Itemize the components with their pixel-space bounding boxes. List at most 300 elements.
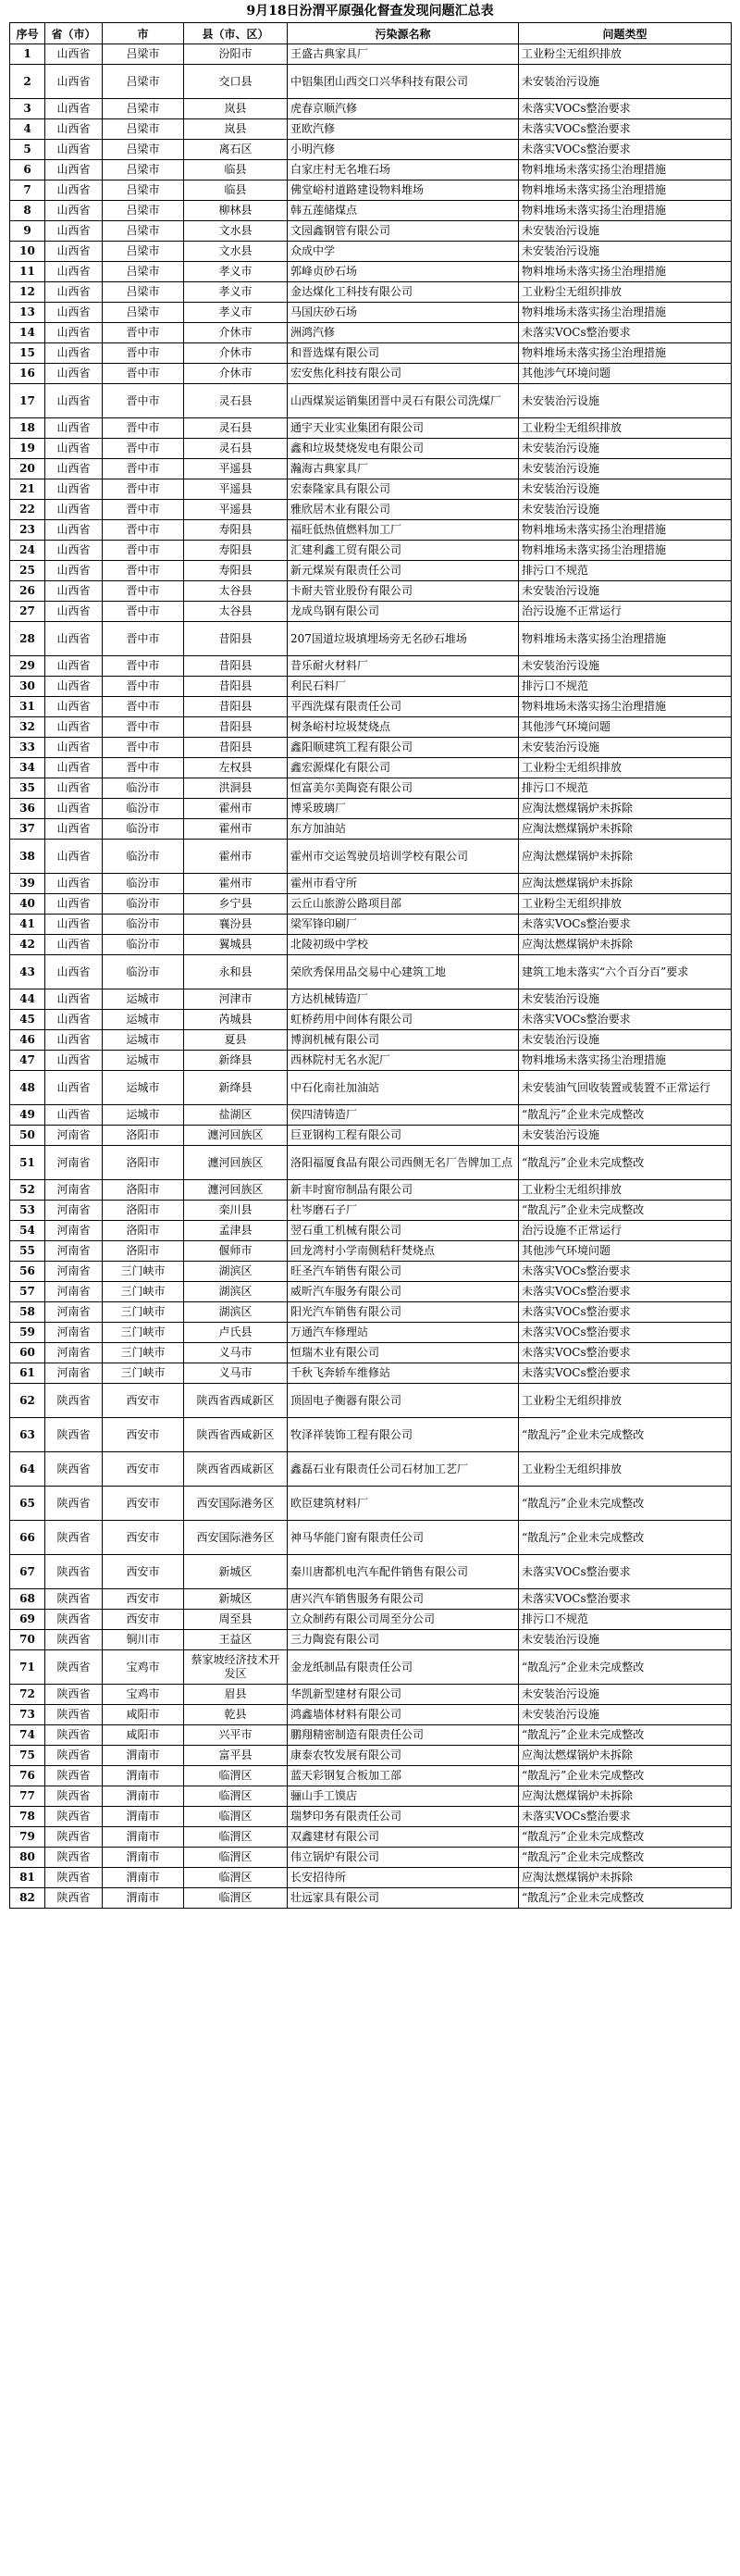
cell-issue-type <box>519 1888 732 1909</box>
cell-seq-text: 68 <box>19 1592 35 1605</box>
cell-county-text: 偃师市 <box>218 1244 253 1257</box>
cell-county <box>184 541 288 561</box>
cell-county-text: 霍州市 <box>218 877 253 890</box>
cell-province <box>45 303 103 323</box>
cell-seq <box>10 717 45 738</box>
cell-seq-text: 55 <box>19 1244 35 1257</box>
cell-seq-text: 7 <box>23 183 31 196</box>
cell-source-name-text: 王盛古典家具厂 <box>290 47 369 60</box>
cell-source-name <box>288 1051 519 1071</box>
cell-city-text: 晋中市 <box>126 346 160 359</box>
cell-city-text: 渭南市 <box>126 1871 160 1884</box>
cell-seq-text: 42 <box>19 938 35 951</box>
cell-county-text: 临渭区 <box>218 1769 253 1782</box>
cell-city <box>103 282 184 303</box>
cell-issue-type-text: “散乱污”企业未完成整改 <box>522 1891 645 1904</box>
cell-source-name-text: 瑞梦印务有限责任公司 <box>290 1810 402 1823</box>
cell-city <box>103 160 184 180</box>
cell-city-text: 吕梁市 <box>126 305 160 318</box>
cell-city <box>103 581 184 602</box>
cell-issue-type-text: “散乱污”企业未完成整改 <box>522 1769 645 1782</box>
cell-province <box>45 1146 103 1180</box>
cell-city <box>103 1786 184 1807</box>
cell-issue-type <box>519 778 732 799</box>
cell-source-name <box>288 697 519 717</box>
table-row <box>10 1786 732 1807</box>
cell-city <box>103 1030 184 1051</box>
cell-province <box>45 738 103 758</box>
table-row <box>10 1180 732 1201</box>
cell-source-name-text: 小明汽修 <box>290 143 336 156</box>
table-row <box>10 1766 732 1786</box>
cell-seq-text: 27 <box>19 604 35 617</box>
cell-source-name <box>288 520 519 541</box>
cell-source-name-text: 旺圣汽车销售有限公司 <box>290 1264 402 1277</box>
cell-source-name-text: 昔乐耐火材料厂 <box>290 659 369 672</box>
cell-seq-text: 21 <box>19 482 35 495</box>
cell-province <box>45 1262 103 1282</box>
cell-province-text: 河南省 <box>56 1366 91 1379</box>
cell-city-text: 吕梁市 <box>126 244 160 257</box>
cell-province <box>45 1302 103 1323</box>
cell-city <box>103 262 184 282</box>
cell-source-name-text: 洛阳福厦食品有限公司西侧无名厂告牌加工点 <box>290 1155 513 1169</box>
table-row <box>10 221 732 242</box>
cell-county <box>184 459 288 479</box>
cell-province <box>45 119 103 140</box>
cell-province <box>45 1685 103 1705</box>
cell-county-text: 寿阳县 <box>218 523 253 536</box>
table-row <box>10 1302 732 1323</box>
cell-county-text: 临县 <box>224 183 247 196</box>
cell-province-text: 山西省 <box>56 393 91 407</box>
cell-county-text: 襄汾县 <box>218 917 253 930</box>
cell-county <box>184 439 288 459</box>
cell-seq-text: 33 <box>19 740 35 753</box>
cell-city <box>103 1010 184 1030</box>
table-row <box>10 1705 732 1725</box>
header-county: 县（市、区） <box>184 23 288 44</box>
cell-source-name-text: 秦川唐都机电汽车配件销售有限公司 <box>290 1564 469 1578</box>
cell-source-name-text: 金龙纸制品有限责任公司 <box>290 1660 413 1674</box>
cell-issue-type <box>519 262 732 282</box>
cell-province <box>45 915 103 935</box>
cell-province-text: 陕西省 <box>56 1633 91 1646</box>
cell-city <box>103 1282 184 1302</box>
table-row <box>10 1685 732 1705</box>
cell-county <box>184 343 288 364</box>
cell-county-text: 霍州市 <box>218 849 253 863</box>
table-row <box>10 1221 732 1241</box>
table-row <box>10 622 732 656</box>
cell-county <box>184 1610 288 1630</box>
table-row <box>10 677 732 697</box>
cell-source-name <box>288 1555 519 1589</box>
cell-province-text: 河南省 <box>56 1183 91 1196</box>
cell-province-text: 河南省 <box>56 1128 91 1141</box>
cell-county-text: 瀍河回族区 <box>207 1128 264 1141</box>
cell-city-text: 晋中市 <box>126 503 160 516</box>
cell-county <box>184 180 288 201</box>
cell-county-text: 离石区 <box>218 143 253 156</box>
cell-city <box>103 1521 184 1555</box>
cell-county-text: 王益区 <box>218 1633 253 1646</box>
cell-county-text: 陕西省西咸新区 <box>196 1393 275 1407</box>
cell-seq-text: 53 <box>19 1203 35 1216</box>
cell-city-text: 晋中市 <box>126 700 160 713</box>
cell-province <box>45 1827 103 1848</box>
cell-issue-type-text: 物料堆场未落实扬尘治理措施 <box>522 305 667 318</box>
cell-city-text: 咸阳市 <box>126 1728 160 1741</box>
cell-county <box>184 778 288 799</box>
cell-issue-type <box>519 1241 732 1262</box>
cell-source-name-text: 威昕汽车服务有限公司 <box>290 1285 402 1298</box>
table-row <box>10 201 732 221</box>
table-row <box>10 65 732 99</box>
cell-county <box>184 1555 288 1589</box>
cell-county-text: 岚县 <box>224 122 247 135</box>
cell-seq-text: 66 <box>19 1530 35 1544</box>
cell-seq <box>10 1241 45 1262</box>
table-row <box>10 1555 732 1589</box>
cell-province-text: 河南省 <box>56 1346 91 1359</box>
cell-province <box>45 561 103 581</box>
cell-province-text: 陕西省 <box>56 1612 91 1625</box>
cell-city-text: 三门峡市 <box>120 1346 166 1359</box>
cell-province <box>45 1555 103 1589</box>
table-row <box>10 1487 732 1521</box>
cell-province <box>45 1848 103 1868</box>
cell-city-text: 宝鸡市 <box>126 1660 160 1674</box>
cell-seq <box>10 343 45 364</box>
table-row <box>10 1323 732 1343</box>
cell-city <box>103 418 184 439</box>
cell-source-name-text: 恒瑞木业有限公司 <box>290 1346 380 1359</box>
cell-province <box>45 1610 103 1630</box>
cell-county-text: 左权县 <box>218 761 253 774</box>
cell-county <box>184 1262 288 1282</box>
cell-county <box>184 622 288 656</box>
cell-issue-type <box>519 1262 732 1282</box>
cell-seq-text: 35 <box>19 781 35 794</box>
cell-source-name <box>288 541 519 561</box>
cell-source-name <box>288 840 519 874</box>
cell-seq-text: 70 <box>19 1633 35 1646</box>
table-row <box>10 180 732 201</box>
cell-city-text: 运城市 <box>126 1013 160 1026</box>
cell-city <box>103 364 184 384</box>
cell-county-text: 富平县 <box>218 1748 253 1761</box>
header-issue-type: 问题类型 <box>519 23 732 44</box>
cell-province-text: 山西省 <box>56 47 91 60</box>
cell-county <box>184 581 288 602</box>
table-row <box>10 1827 732 1848</box>
cell-county <box>184 1241 288 1262</box>
cell-issue-type <box>519 799 732 819</box>
cell-county <box>184 1827 288 1848</box>
cell-issue-type <box>519 459 732 479</box>
cell-province <box>45 1323 103 1343</box>
cell-issue-type-text: 物料堆场未落实扬尘治理措施 <box>522 265 667 278</box>
cell-source-name-text: 利民石料厂 <box>290 679 347 692</box>
cell-issue-type-text: 应淘汰燃煤锅炉未拆除 <box>522 1789 634 1802</box>
cell-county-text: 平遥县 <box>218 482 253 495</box>
cell-seq <box>10 915 45 935</box>
cell-issue-type <box>519 1487 732 1521</box>
table-row <box>10 1650 732 1685</box>
cell-city <box>103 1848 184 1868</box>
cell-source-name-text: 平西洗煤有限责任公司 <box>290 700 402 713</box>
cell-source-name <box>288 1146 519 1180</box>
cell-issue-type-text: 未安装治污设施 <box>522 1033 600 1046</box>
cell-seq <box>10 221 45 242</box>
cell-county-text: 乾县 <box>224 1708 247 1721</box>
cell-seq <box>10 1685 45 1705</box>
cell-province-text: 山西省 <box>56 163 91 176</box>
cell-seq-text: 75 <box>19 1748 35 1761</box>
cell-seq <box>10 1868 45 1888</box>
cell-issue-type-text: 未落实VOCs整治要求 <box>522 1264 631 1277</box>
cell-county-text: 昔阳县 <box>218 700 253 713</box>
cell-province <box>45 1363 103 1384</box>
cell-city <box>103 561 184 581</box>
table-row <box>10 242 732 262</box>
cell-province-text: 河南省 <box>56 1244 91 1257</box>
cell-issue-type-text: 未落实VOCs整治要求 <box>522 1285 631 1298</box>
cell-seq <box>10 819 45 840</box>
cell-source-name-text: 洲鸿汽修 <box>290 326 336 339</box>
cell-province <box>45 1725 103 1746</box>
cell-source-name <box>288 602 519 622</box>
table-row <box>10 140 732 160</box>
cell-seq <box>10 520 45 541</box>
cell-county-text: 文水县 <box>218 224 253 237</box>
table-row <box>10 479 732 500</box>
cell-city-text: 晋中市 <box>126 367 160 380</box>
cell-issue-type <box>519 1302 732 1323</box>
cell-issue-type-text: 物料堆场未落实扬尘治理措施 <box>522 631 667 645</box>
cell-city-text: 三门峡市 <box>120 1325 166 1338</box>
cell-source-name <box>288 738 519 758</box>
cell-seq-text: 49 <box>19 1108 35 1121</box>
cell-issue-type <box>519 1589 732 1610</box>
cell-county <box>184 140 288 160</box>
cell-province <box>45 1241 103 1262</box>
cell-source-name <box>288 894 519 915</box>
cell-issue-type <box>519 1126 732 1146</box>
cell-city-text: 吕梁市 <box>126 183 160 196</box>
cell-source-name <box>288 1384 519 1418</box>
cell-source-name <box>288 1302 519 1323</box>
cell-city-text: 晋中市 <box>126 584 160 597</box>
table-row <box>10 520 732 541</box>
cell-issue-type-text: 未安装治污设施 <box>522 503 600 516</box>
cell-source-name-text: 华凯新型建材有限公司 <box>290 1687 402 1700</box>
table-row <box>10 282 732 303</box>
cell-county <box>184 915 288 935</box>
cell-issue-type-text: 建筑工地未落实“六个百分百”要求 <box>522 964 689 978</box>
cell-province <box>45 697 103 717</box>
cell-county <box>184 1010 288 1030</box>
cell-province-text: 山西省 <box>56 1080 91 1094</box>
cell-city-text: 渭南市 <box>126 1748 160 1761</box>
cell-seq-text: 8 <box>23 204 31 217</box>
cell-issue-type <box>519 1343 732 1363</box>
cell-source-name <box>288 1105 519 1126</box>
cell-county <box>184 561 288 581</box>
table-row <box>10 439 732 459</box>
cell-seq <box>10 1630 45 1650</box>
cell-seq <box>10 1343 45 1363</box>
cell-seq <box>10 1589 45 1610</box>
cell-issue-type <box>519 160 732 180</box>
cell-county <box>184 874 288 894</box>
cell-county-text: 太谷县 <box>218 584 253 597</box>
cell-issue-type <box>519 242 732 262</box>
cell-city-text: 西安市 <box>126 1592 160 1605</box>
cell-source-name <box>288 1807 519 1827</box>
cell-province-text: 山西省 <box>56 265 91 278</box>
cell-city-text: 晋中市 <box>126 482 160 495</box>
cell-source-name-text: 宏安焦化科技有限公司 <box>290 367 402 380</box>
cell-city-text: 吕梁市 <box>126 285 160 298</box>
cell-seq <box>10 894 45 915</box>
cell-issue-type <box>519 935 732 955</box>
cell-county-text: 新城区 <box>218 1592 253 1605</box>
cell-city <box>103 1201 184 1221</box>
cell-province <box>45 418 103 439</box>
cell-city-text: 吕梁市 <box>126 163 160 176</box>
cell-county-text: 寿阳县 <box>218 564 253 577</box>
cell-seq-text: 61 <box>19 1366 35 1379</box>
cell-city-text: 吕梁市 <box>126 204 160 217</box>
table-row <box>10 799 732 819</box>
cell-province-text: 陕西省 <box>56 1687 91 1700</box>
cell-issue-type-text: 物料堆场未落实扬尘治理措施 <box>522 543 667 556</box>
cell-city-text: 洛阳市 <box>126 1224 160 1237</box>
cell-source-name <box>288 1610 519 1630</box>
cell-source-name-text: 金达煤化工科技有限公司 <box>290 285 413 298</box>
cell-city <box>103 140 184 160</box>
cell-issue-type-text: 排污口不规范 <box>522 1612 589 1625</box>
cell-issue-type-text: 物料堆场未落实扬尘治理措施 <box>522 1053 667 1066</box>
cell-seq <box>10 656 45 677</box>
cell-province-text: 山西省 <box>56 740 91 753</box>
cell-province <box>45 1180 103 1201</box>
cell-source-name <box>288 119 519 140</box>
cell-source-name-text: 恒富美尔美陶瓷有限公司 <box>290 781 413 794</box>
cell-seq-text: 18 <box>19 421 35 434</box>
cell-seq <box>10 799 45 819</box>
table-row <box>10 1589 732 1610</box>
cell-issue-type <box>519 677 732 697</box>
cell-issue-type <box>519 697 732 717</box>
cell-seq <box>10 1555 45 1589</box>
cell-seq <box>10 1650 45 1685</box>
cell-seq <box>10 1610 45 1630</box>
table-row <box>10 541 732 561</box>
cell-seq <box>10 1180 45 1201</box>
cell-source-name-text: 霍州市交运驾驶员培训学校有限公司 <box>290 849 469 863</box>
cell-county <box>184 1126 288 1146</box>
cell-seq-text: 69 <box>19 1612 35 1625</box>
cell-city <box>103 1705 184 1725</box>
cell-city-text: 吕梁市 <box>126 74 160 88</box>
cell-county <box>184 955 288 989</box>
cell-province <box>45 1452 103 1487</box>
cell-city <box>103 717 184 738</box>
table-row <box>10 1630 732 1650</box>
cell-issue-type <box>519 1685 732 1705</box>
table-row <box>10 717 732 738</box>
cell-seq-text: 77 <box>19 1789 35 1802</box>
cell-province-text: 陕西省 <box>56 1871 91 1884</box>
cell-county <box>184 819 288 840</box>
cell-source-name-text: 东方加油站 <box>290 822 347 835</box>
cell-seq <box>10 99 45 119</box>
cell-seq <box>10 1105 45 1126</box>
cell-seq <box>10 65 45 99</box>
cell-seq-text: 30 <box>19 679 35 692</box>
cell-county-text: 临渭区 <box>218 1871 253 1884</box>
cell-city-text: 吕梁市 <box>126 122 160 135</box>
cell-seq <box>10 384 45 418</box>
cell-issue-type <box>519 1418 732 1452</box>
cell-source-name <box>288 1201 519 1221</box>
cell-province-text: 山西省 <box>56 122 91 135</box>
cell-province <box>45 1766 103 1786</box>
cell-seq-text: 22 <box>19 503 35 516</box>
cell-county <box>184 1105 288 1126</box>
table-row <box>10 44 732 65</box>
cell-issue-type <box>519 1807 732 1827</box>
cell-issue-type-text: 未安装治污设施 <box>522 393 600 407</box>
cell-province <box>45 1746 103 1766</box>
cell-county <box>184 989 288 1010</box>
cell-source-name-text: 龙成鸟钢有限公司 <box>290 604 380 617</box>
table-row <box>10 874 732 894</box>
cell-source-name <box>288 221 519 242</box>
cell-source-name-text: 树条峪村垃圾焚烧点 <box>290 720 391 733</box>
cell-source-name <box>288 799 519 819</box>
cell-province <box>45 44 103 65</box>
cell-city <box>103 459 184 479</box>
cell-province <box>45 1868 103 1888</box>
cell-county <box>184 1030 288 1051</box>
cell-province <box>45 262 103 282</box>
cell-city-text: 三门峡市 <box>120 1285 166 1298</box>
cell-source-name-text: 霍州市看守所 <box>290 877 358 890</box>
cell-city <box>103 1051 184 1071</box>
cell-issue-type-text: 未落实VOCs整治要求 <box>522 1592 631 1605</box>
cell-seq-text: 16 <box>19 367 35 380</box>
cell-province-text: 陕西省 <box>56 1530 91 1544</box>
table-row <box>10 581 732 602</box>
cell-province <box>45 99 103 119</box>
cell-city-text: 吕梁市 <box>126 224 160 237</box>
cell-province-text: 河南省 <box>56 1305 91 1318</box>
cell-issue-type-text: 物料堆场未落实扬尘治理措施 <box>522 183 667 196</box>
cell-source-name-text: 侯四清铸造厂 <box>290 1108 358 1121</box>
cell-county <box>184 1071 288 1105</box>
cell-county <box>184 1685 288 1705</box>
cell-seq <box>10 1725 45 1746</box>
cell-province-text: 山西省 <box>56 244 91 257</box>
cell-seq-text: 6 <box>23 163 31 176</box>
cell-issue-type <box>519 1282 732 1302</box>
cell-province <box>45 581 103 602</box>
header-city: 市 <box>103 23 184 44</box>
